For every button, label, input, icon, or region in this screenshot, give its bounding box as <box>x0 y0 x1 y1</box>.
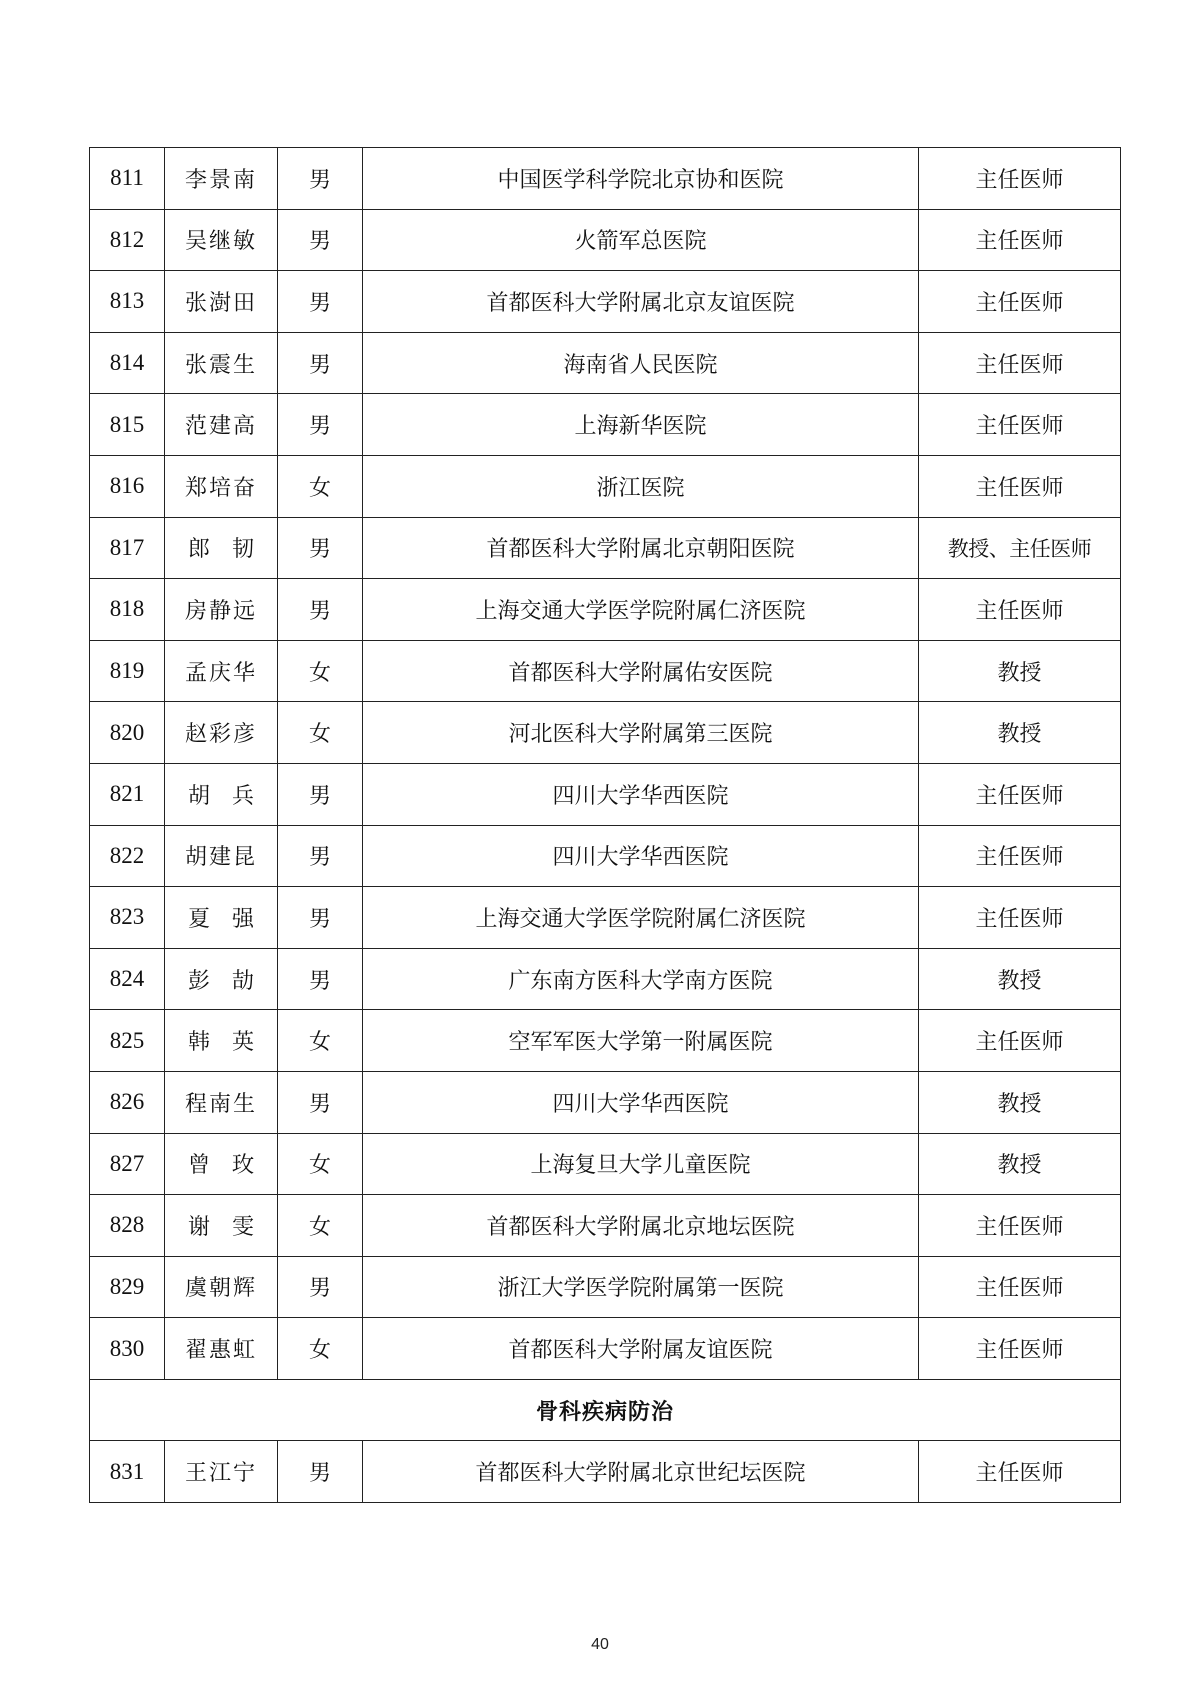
table-row <box>90 825 1121 887</box>
expert-name: 赵彩彦 <box>165 702 278 764</box>
row-number: 815 <box>90 394 165 456</box>
gender: 男 <box>278 579 363 641</box>
hospital-name: 上海交通大学医学院附属仁济医院 <box>363 579 919 641</box>
expert-name: 吴继敏 <box>165 209 278 271</box>
gender: 女 <box>278 1010 363 1072</box>
job-title: 主任医师 <box>919 332 1121 394</box>
hospital-name: 空军军医大学第一附属医院 <box>363 1010 919 1072</box>
gender: 女 <box>278 1318 363 1380</box>
gender: 男 <box>278 763 363 825</box>
row-number: 820 <box>90 702 165 764</box>
gender: 男 <box>278 948 363 1010</box>
expert-name: 张澍田 <box>165 271 278 333</box>
hospital-name: 上海复旦大学儿童医院 <box>363 1133 919 1195</box>
row-number: 830 <box>90 1318 165 1380</box>
expert-name: 范建高 <box>165 394 278 456</box>
job-title: 主任医师 <box>919 209 1121 271</box>
table-row <box>90 1256 1121 1318</box>
expert-name: 夏 强 <box>165 887 278 949</box>
row-number: 827 <box>90 1133 165 1195</box>
table-row <box>90 271 1121 333</box>
expert-name: 翟惠虹 <box>165 1318 278 1380</box>
table-row <box>90 1441 1121 1503</box>
row-number: 812 <box>90 209 165 271</box>
gender: 男 <box>278 332 363 394</box>
table-row <box>90 579 1121 641</box>
job-title: 主任医师 <box>919 394 1121 456</box>
hospital-name: 中国医学科学院北京协和医院 <box>363 148 919 210</box>
hospital-name: 火箭军总医院 <box>363 209 919 271</box>
row-number: 831 <box>90 1441 165 1503</box>
table-row <box>90 1318 1121 1380</box>
hospital-name: 首都医科大学附属北京世纪坛医院 <box>363 1441 919 1503</box>
job-title: 主任医师 <box>919 887 1121 949</box>
expert-name: 韩 英 <box>165 1010 278 1072</box>
table-row <box>90 209 1121 271</box>
expert-name: 李景南 <box>165 148 278 210</box>
hospital-name: 河北医科大学附属第三医院 <box>363 702 919 764</box>
job-title: 主任医师 <box>919 1195 1121 1257</box>
section-heading-row <box>90 1379 1121 1441</box>
hospital-name: 广东南方医科大学南方医院 <box>363 948 919 1010</box>
job-title: 主任医师 <box>919 1441 1121 1503</box>
gender: 男 <box>278 887 363 949</box>
row-number: 826 <box>90 1071 165 1133</box>
gender: 男 <box>278 1441 363 1503</box>
expert-name: 房静远 <box>165 579 278 641</box>
roster-body <box>90 148 1121 1503</box>
gender: 男 <box>278 517 363 579</box>
gender: 男 <box>278 394 363 456</box>
expert-name: 彭 劼 <box>165 948 278 1010</box>
gender: 男 <box>278 271 363 333</box>
job-title: 教授 <box>919 640 1121 702</box>
hospital-name: 首都医科大学附属北京朝阳医院 <box>363 517 919 579</box>
section-heading: 骨科疾病防治 <box>90 1379 1121 1441</box>
expert-name: 郎 韧 <box>165 517 278 579</box>
table-row <box>90 332 1121 394</box>
hospital-name: 浙江医院 <box>363 455 919 517</box>
expert-name: 胡建昆 <box>165 825 278 887</box>
expert-name: 张震生 <box>165 332 278 394</box>
job-title: 主任医师 <box>919 271 1121 333</box>
table-row <box>90 948 1121 1010</box>
row-number: 823 <box>90 887 165 949</box>
job-title: 主任医师 <box>919 148 1121 210</box>
row-number: 814 <box>90 332 165 394</box>
gender: 男 <box>278 825 363 887</box>
gender: 女 <box>278 455 363 517</box>
row-number: 822 <box>90 825 165 887</box>
job-title: 教授 <box>919 1071 1121 1133</box>
table-row <box>90 455 1121 517</box>
job-title: 教授 <box>919 1133 1121 1195</box>
hospital-name: 首都医科大学附属北京友谊医院 <box>363 271 919 333</box>
gender: 男 <box>278 209 363 271</box>
job-title: 教授、主任医师 <box>919 517 1121 579</box>
hospital-name: 四川大学华西医院 <box>363 1071 919 1133</box>
row-number: 811 <box>90 148 165 210</box>
hospital-name: 四川大学华西医院 <box>363 825 919 887</box>
table-row <box>90 148 1121 210</box>
hospital-name: 首都医科大学附属友谊医院 <box>363 1318 919 1380</box>
row-number: 813 <box>90 271 165 333</box>
table-row <box>90 1195 1121 1257</box>
gender: 女 <box>278 1195 363 1257</box>
expert-name: 孟庆华 <box>165 640 278 702</box>
expert-name: 胡 兵 <box>165 763 278 825</box>
table-row <box>90 1071 1121 1133</box>
job-title: 主任医师 <box>919 763 1121 825</box>
hospital-name: 海南省人民医院 <box>363 332 919 394</box>
job-title: 教授 <box>919 702 1121 764</box>
job-title: 主任医师 <box>919 579 1121 641</box>
table-row <box>90 1133 1121 1195</box>
row-number: 821 <box>90 763 165 825</box>
table-row <box>90 394 1121 456</box>
expert-name: 虞朝辉 <box>165 1256 278 1318</box>
hospital-name: 上海交通大学医学院附属仁济医院 <box>363 887 919 949</box>
row-number: 816 <box>90 455 165 517</box>
table-row <box>90 640 1121 702</box>
row-number: 824 <box>90 948 165 1010</box>
row-number: 819 <box>90 640 165 702</box>
row-number: 818 <box>90 579 165 641</box>
page-number: 40 <box>591 1636 609 1653</box>
job-title: 主任医师 <box>919 455 1121 517</box>
expert-name: 程南生 <box>165 1071 278 1133</box>
gender: 男 <box>278 1256 363 1318</box>
gender: 女 <box>278 1133 363 1195</box>
row-number: 817 <box>90 517 165 579</box>
table-row <box>90 1010 1121 1072</box>
expert-name: 王江宁 <box>165 1441 278 1503</box>
row-number: 825 <box>90 1010 165 1072</box>
expert-name: 谢 雯 <box>165 1195 278 1257</box>
expert-name: 曾 玫 <box>165 1133 278 1195</box>
job-title: 主任医师 <box>919 825 1121 887</box>
row-number: 828 <box>90 1195 165 1257</box>
gender: 男 <box>278 148 363 210</box>
hospital-name: 浙江大学医学院附属第一医院 <box>363 1256 919 1318</box>
gender: 男 <box>278 1071 363 1133</box>
hospital-name: 上海新华医院 <box>363 394 919 456</box>
job-title: 主任医师 <box>919 1318 1121 1380</box>
expert-name: 郑培奋 <box>165 455 278 517</box>
hospital-name: 首都医科大学附属北京地坛医院 <box>363 1195 919 1257</box>
hospital-name: 四川大学华西医院 <box>363 763 919 825</box>
job-title: 教授 <box>919 948 1121 1010</box>
table-row <box>90 702 1121 764</box>
table-row <box>90 517 1121 579</box>
job-title: 主任医师 <box>919 1256 1121 1318</box>
table-row <box>90 887 1121 949</box>
gender: 女 <box>278 702 363 764</box>
expert-roster-table <box>89 147 1121 1503</box>
gender: 女 <box>278 640 363 702</box>
job-title: 主任医师 <box>919 1010 1121 1072</box>
hospital-name: 首都医科大学附属佑安医院 <box>363 640 919 702</box>
table-row <box>90 763 1121 825</box>
row-number: 829 <box>90 1256 165 1318</box>
